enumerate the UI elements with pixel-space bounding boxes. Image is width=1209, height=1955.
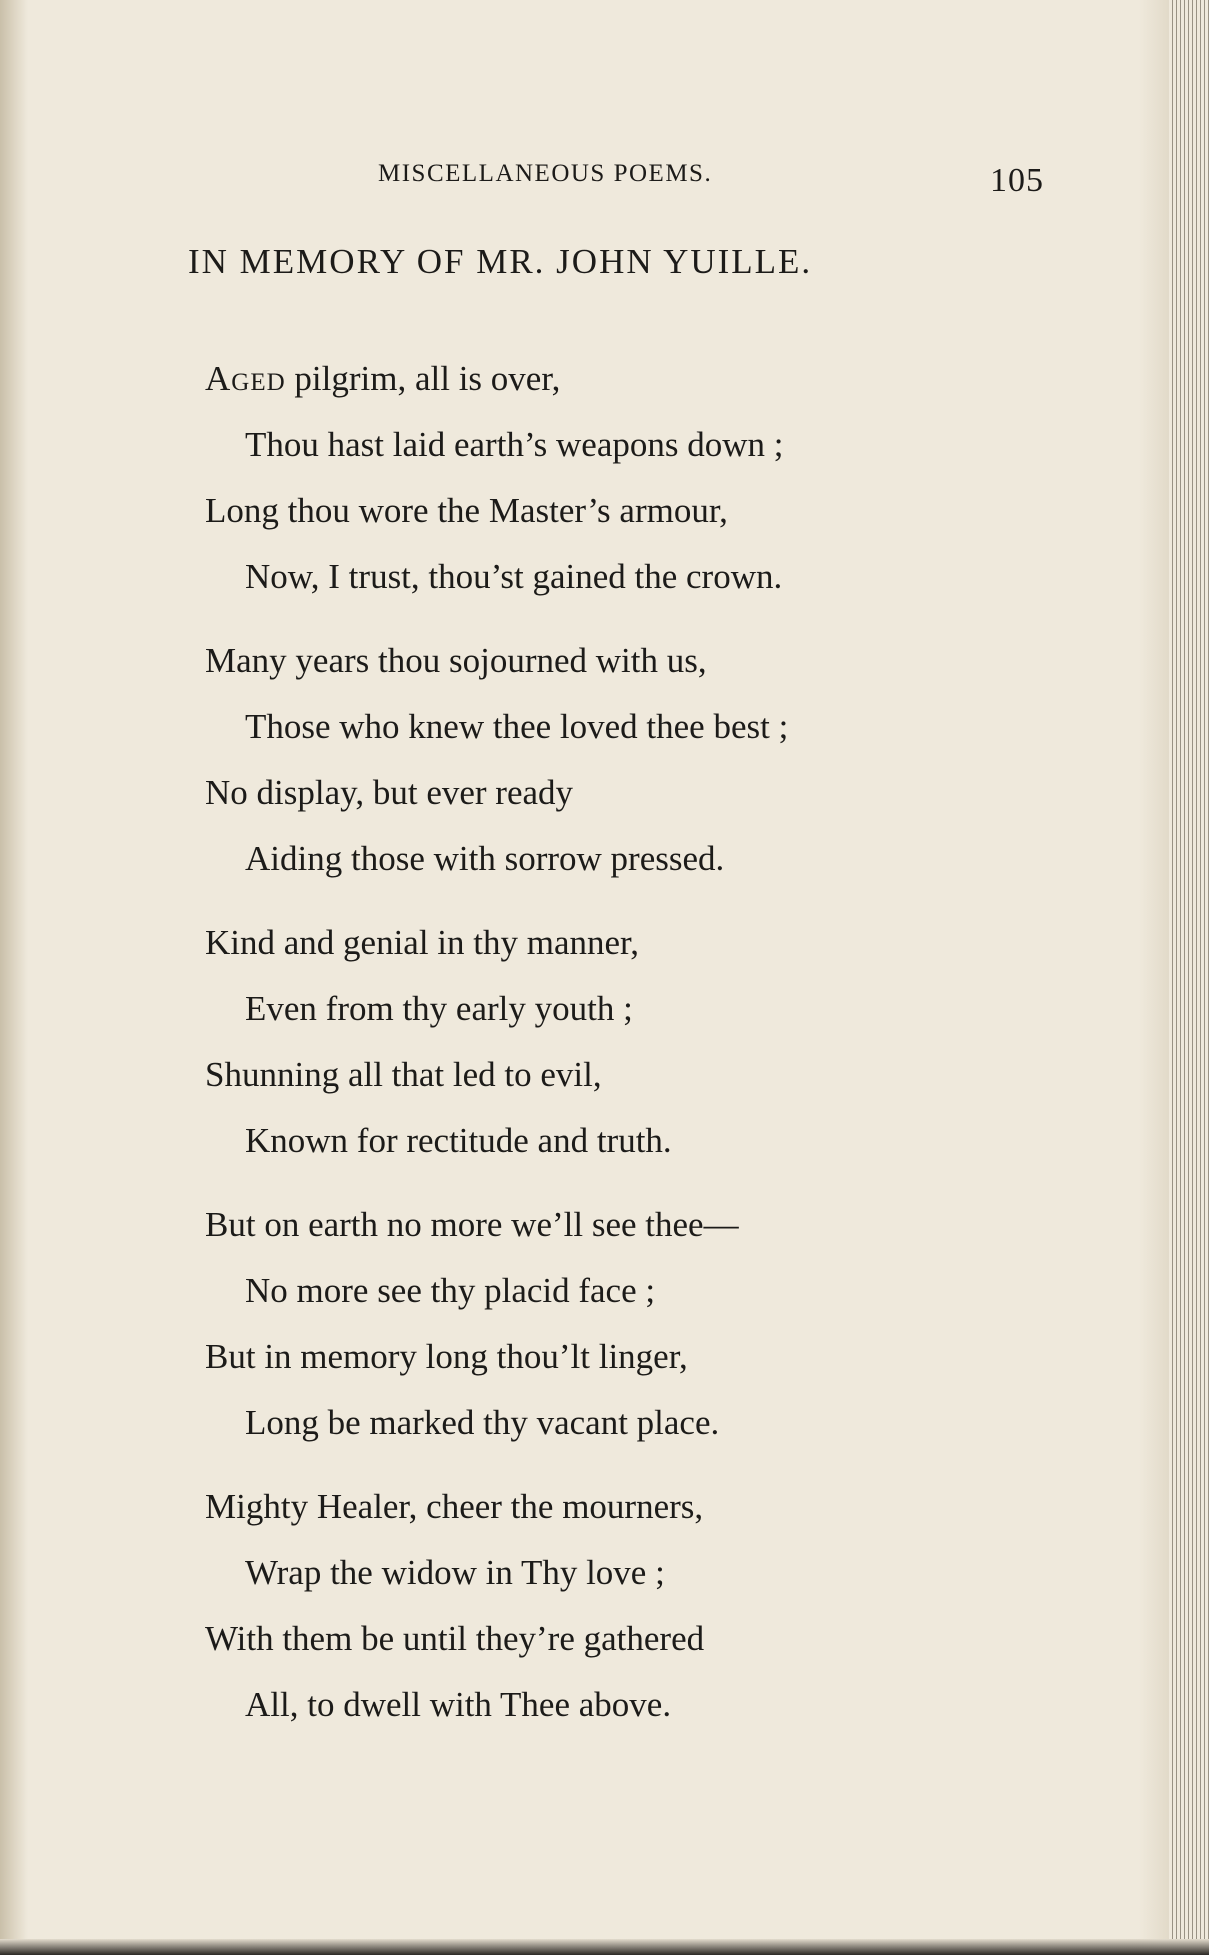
page-number: 105 [990,162,1044,199]
poem-line [205,346,1045,412]
poem-line: Even from thy early youth ; [245,989,633,1028]
poem-line: Mighty Healer, cheer the mourners, [205,1487,704,1526]
poem-line: But on earth no more we’ll see thee— [205,1205,739,1244]
poem-line: All, to dwell with Thee above. [245,1685,672,1724]
poem-title: IN MEMORY OF MR. JOHN YUILLE. [188,242,813,281]
poem-line: With them be until they’re gathered [205,1619,705,1658]
poem-line: No more see thy placid face ; [245,1271,656,1310]
stacked-page-edges [1169,0,1209,1955]
poem-line: Now, I trust, thou’st gained the crown. [245,557,783,596]
poem-line: But in memory long thou’lt linger, [205,1337,688,1376]
stanza-3 [205,910,1045,1174]
poem-line: Known for rectitude and truth. [245,1121,672,1160]
poem-line: Long thou wore the Master’s armour, [205,491,728,530]
stanza-2 [205,628,1045,892]
page-edge-shadow [1139,0,1169,1955]
running-head: MISCELLANEOUS POEMS. [378,160,713,187]
book-gutter-shadow [0,0,28,1955]
poem-line: Those who knew thee loved thee best ; [245,707,789,746]
poem-line: Shunning all that led to evil, [205,1055,602,1094]
poem-line: No display, but ever ready [205,773,574,812]
poem-body [205,346,1045,1756]
stanza-4 [205,1192,1045,1456]
line-text: pilgrim, all is over, [285,359,561,398]
poem-line: Long be marked thy vacant place. [245,1403,720,1442]
poem-line: Many years thou sojourned with us, [205,641,707,680]
poem-line: Aiding those with sorrow pressed. [245,839,725,878]
first-word: Aged [205,359,286,398]
poem-line: Kind and genial in thy manner, [205,923,640,962]
stanza-1 [205,346,1045,610]
bottom-page-edge [0,1939,1209,1955]
stanza-5 [205,1474,1045,1738]
poem-line: Wrap the widow in Thy love ; [245,1553,665,1592]
poem-line: Thou hast laid earth’s weapons down ; [245,425,784,464]
